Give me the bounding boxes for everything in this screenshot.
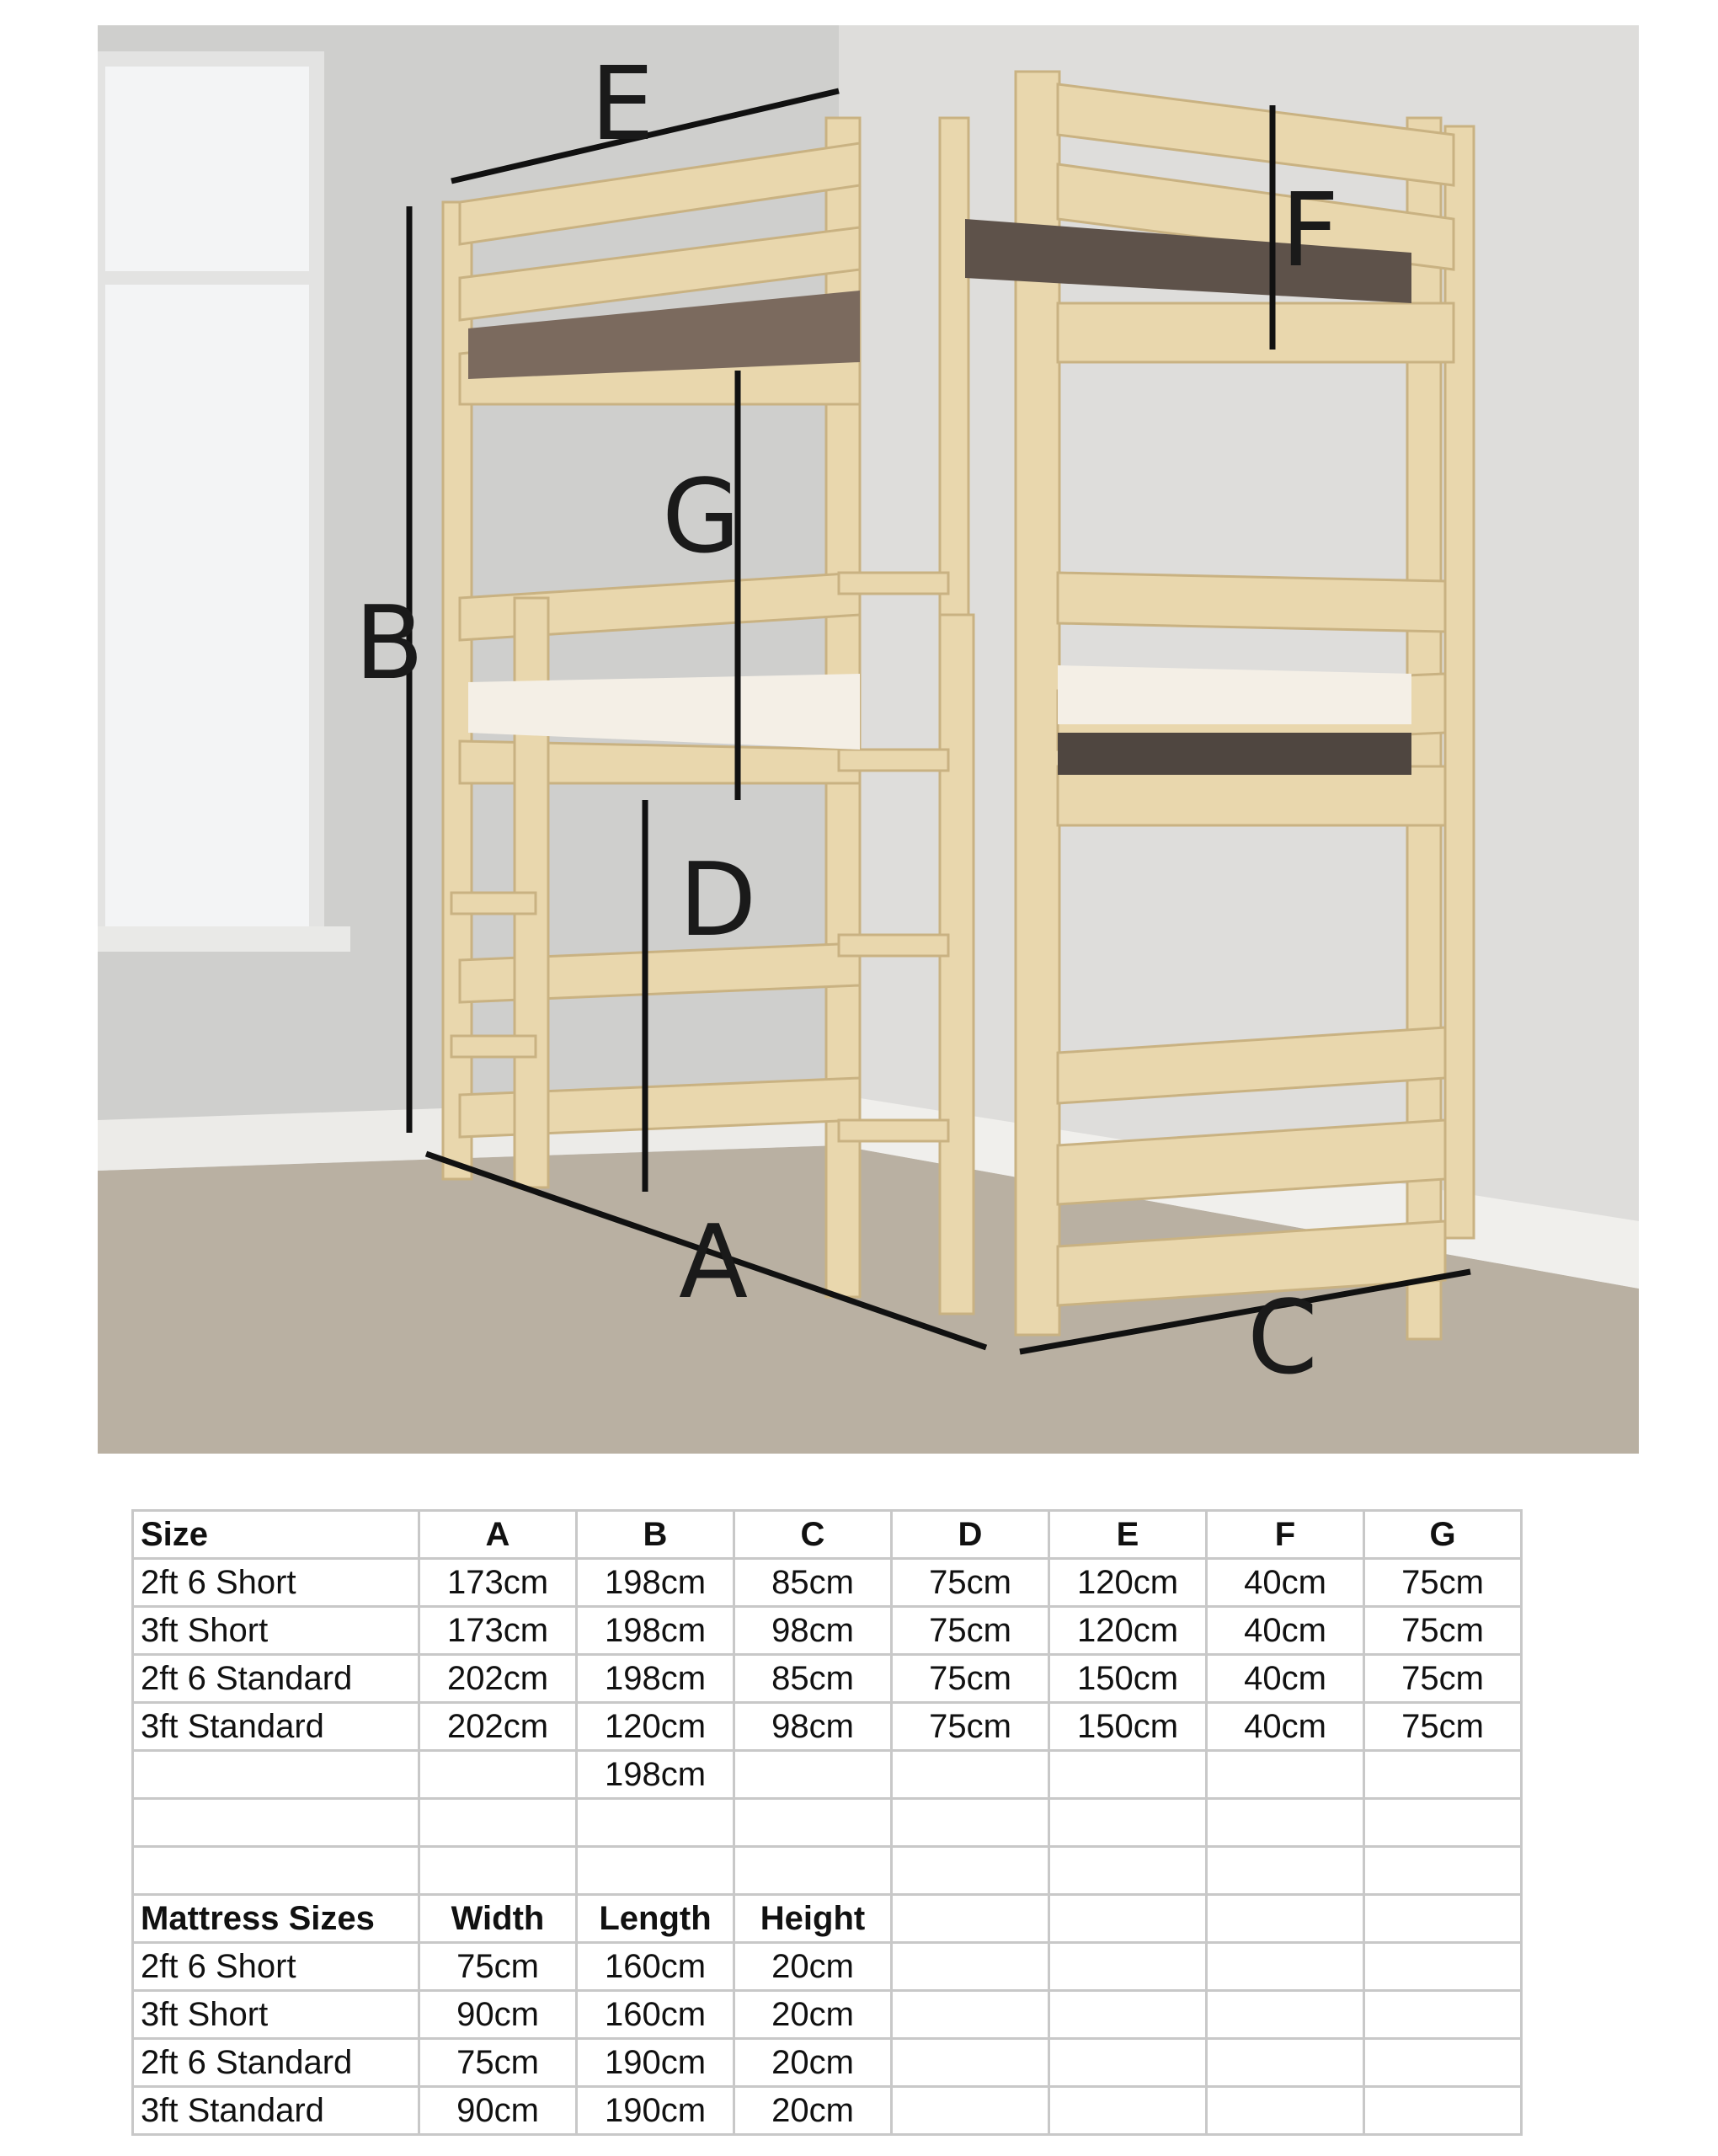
table-cell: 150cm [1049, 1655, 1207, 1703]
table-cell [1207, 2039, 1364, 2087]
table-cell [1049, 2039, 1207, 2087]
dimensions-header-row [133, 1511, 1522, 1559]
table-row [133, 1799, 1522, 1847]
table-cell: 198cm [577, 1559, 734, 1607]
table-cell: 40cm [1207, 1703, 1364, 1751]
table-header-cell: Width [419, 1895, 577, 1943]
table-cell [1207, 1799, 1364, 1847]
table-cell: 20cm [734, 2087, 892, 2135]
table-row [133, 1991, 1522, 2039]
table-cell [892, 2039, 1049, 2087]
table-header-cell: Mattress Sizes [133, 1895, 419, 1943]
table-cell [1049, 1991, 1207, 2039]
table-cell [892, 1943, 1049, 1991]
table-cell [892, 2087, 1049, 2135]
table-cell: 160cm [577, 1943, 734, 1991]
table-row [133, 1559, 1522, 1607]
table-cell: 173cm [419, 1607, 577, 1655]
table-row [133, 1607, 1522, 1655]
table-cell [1049, 1847, 1207, 1895]
label-C: C [1247, 1280, 1318, 1397]
table-cell: 2ft 6 Standard [133, 1655, 419, 1703]
table-header-cell [1364, 1895, 1522, 1943]
dimensions-table [131, 1509, 1523, 2136]
table-cell [1207, 2087, 1364, 2135]
table-row [133, 1847, 1522, 1895]
table-cell: 75cm [1364, 1703, 1522, 1751]
table-cell [892, 1799, 1049, 1847]
table-row [133, 1751, 1522, 1799]
table-header-cell: A [419, 1511, 577, 1559]
table-cell [1364, 1847, 1522, 1895]
table-header-cell: D [892, 1511, 1049, 1559]
table-cell: 20cm [734, 1991, 892, 2039]
table-cell: 160cm [577, 1991, 734, 2039]
table-header-cell [1049, 1895, 1207, 1943]
table-cell [577, 1847, 734, 1895]
table-cell [1049, 1799, 1207, 1847]
table-cell: 40cm [1207, 1607, 1364, 1655]
table-cell [1207, 1751, 1364, 1799]
table-cell: 120cm [577, 1703, 734, 1751]
table-cell [419, 1799, 577, 1847]
table-cell: 75cm [892, 1607, 1049, 1655]
bunk-bed-photo [98, 25, 1639, 1454]
table-cell: 75cm [892, 1655, 1049, 1703]
table-cell [1364, 2087, 1522, 2135]
table-cell: 20cm [734, 1943, 892, 1991]
label-A: A [679, 1204, 749, 1321]
table-header-cell [1207, 1895, 1364, 1943]
table-header-cell: B [577, 1511, 734, 1559]
table-cell: 75cm [1364, 1559, 1522, 1607]
table-header-cell: C [734, 1511, 892, 1559]
table-cell: 150cm [1049, 1703, 1207, 1751]
table-cell: 3ft Standard [133, 2087, 419, 2135]
table-header-cell: Height [734, 1895, 892, 1943]
dimensions-table-body [133, 1511, 1522, 2135]
table-cell: 3ft Short [133, 1991, 419, 2039]
table-cell [133, 1799, 419, 1847]
table-cell [1049, 1943, 1207, 1991]
table-cell: 85cm [734, 1559, 892, 1607]
table-row [133, 2087, 1522, 2135]
table-header-cell: G [1364, 1511, 1522, 1559]
table-cell: 198cm [577, 1607, 734, 1655]
table-cell: 2ft 6 Standard [133, 2039, 419, 2087]
table-row [133, 2039, 1522, 2087]
table-cell [734, 1751, 892, 1799]
table-cell: 20cm [734, 2039, 892, 2087]
table-cell: 198cm [577, 1751, 734, 1799]
table-cell [1049, 1751, 1207, 1799]
table-cell [419, 1847, 577, 1895]
table-cell [1207, 1847, 1364, 1895]
table-cell: 85cm [734, 1655, 892, 1703]
table-cell: 98cm [734, 1703, 892, 1751]
table-cell: 2ft 6 Short [133, 1943, 419, 1991]
table-cell: 120cm [1049, 1559, 1207, 1607]
table-cell [1207, 1943, 1364, 1991]
table-cell: 190cm [577, 2087, 734, 2135]
table-cell [1049, 2087, 1207, 2135]
table-cell: 75cm [1364, 1607, 1522, 1655]
table-cell: 202cm [419, 1703, 577, 1751]
table-cell: 40cm [1207, 1559, 1364, 1607]
table-cell [892, 1991, 1049, 2039]
label-E: E [590, 46, 654, 163]
table-cell [133, 1847, 419, 1895]
table-cell: 90cm [419, 1991, 577, 2039]
table-cell [133, 1751, 419, 1799]
table-cell: 75cm [892, 1703, 1049, 1751]
label-F: F [1281, 173, 1340, 290]
bunk-bed-diagram [98, 25, 1639, 1454]
table-cell: 75cm [892, 1559, 1049, 1607]
table-header-cell: Length [577, 1895, 734, 1943]
table-cell: 120cm [1049, 1607, 1207, 1655]
table-cell: 90cm [419, 2087, 577, 2135]
table-header-cell: E [1049, 1511, 1207, 1559]
table-cell: 190cm [577, 2039, 734, 2087]
table-cell: 75cm [419, 2039, 577, 2087]
table-header-cell [892, 1895, 1049, 1943]
table-cell: 198cm [577, 1655, 734, 1703]
mattress-header-row [133, 1895, 1522, 1943]
table-cell [892, 1847, 1049, 1895]
table-cell [1207, 1991, 1364, 2039]
table-cell [734, 1799, 892, 1847]
table-cell [734, 1847, 892, 1895]
label-G: G [662, 459, 740, 576]
table-cell [419, 1751, 577, 1799]
table-cell: 40cm [1207, 1655, 1364, 1703]
table-cell [1364, 1991, 1522, 2039]
table-cell [1364, 1799, 1522, 1847]
table-cell: 3ft Standard [133, 1703, 419, 1751]
table-cell: 75cm [1364, 1655, 1522, 1703]
table-row [133, 1655, 1522, 1703]
label-B: B [355, 585, 424, 702]
table-cell: 173cm [419, 1559, 577, 1607]
table-header-cell: F [1207, 1511, 1364, 1559]
table-cell [892, 1751, 1049, 1799]
table-row [133, 1943, 1522, 1991]
table-header-cell: Size [133, 1511, 419, 1559]
table-cell: 98cm [734, 1607, 892, 1655]
table-cell [1364, 1751, 1522, 1799]
table-cell: 202cm [419, 1655, 577, 1703]
table-cell: 75cm [419, 1943, 577, 1991]
table-row [133, 1703, 1522, 1751]
table-cell [577, 1799, 734, 1847]
table-cell [1364, 2039, 1522, 2087]
table-cell [1364, 1943, 1522, 1991]
table-cell: 3ft Short [133, 1607, 419, 1655]
label-D: D [679, 842, 757, 959]
table-cell: 2ft 6 Short [133, 1559, 419, 1607]
